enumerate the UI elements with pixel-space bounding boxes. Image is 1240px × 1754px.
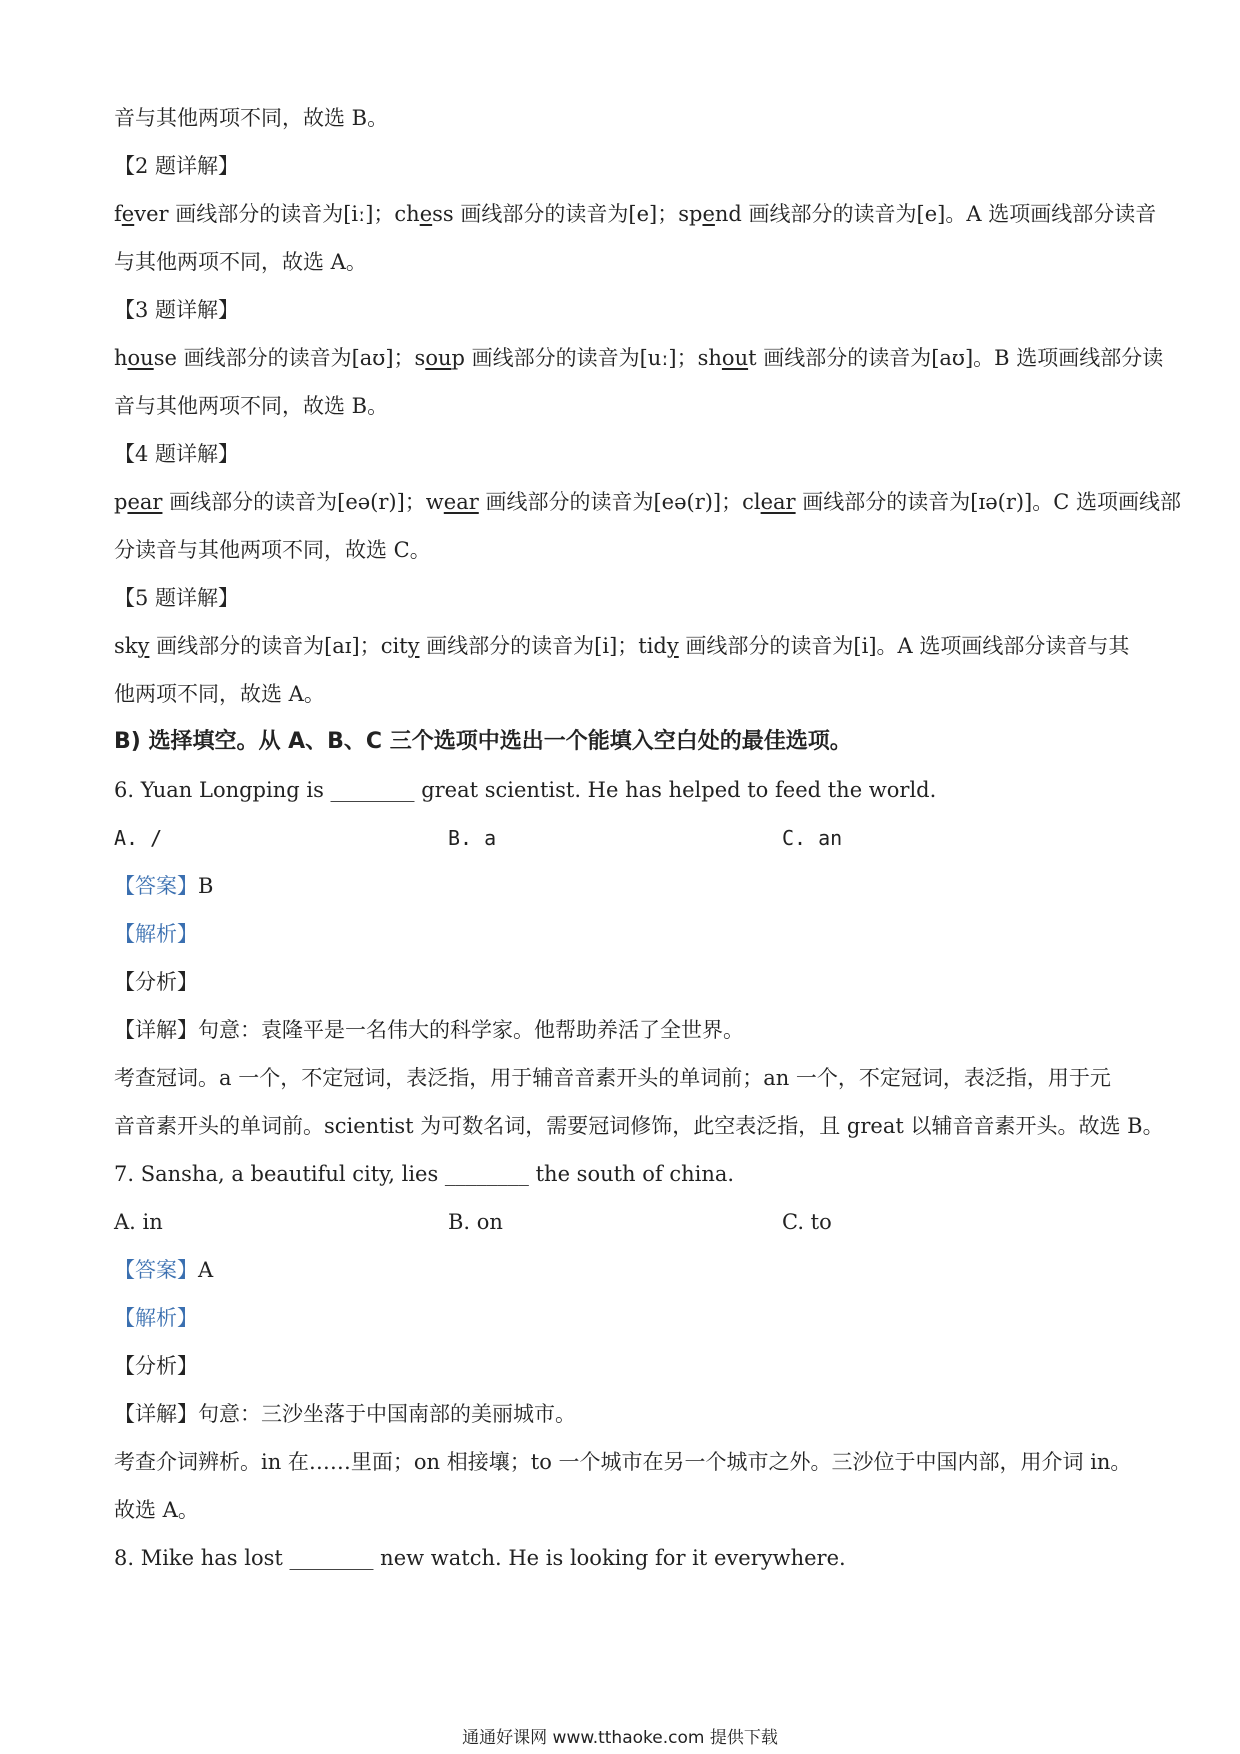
text-line: pear 画线部分的读音为[eə(r)]；wear 画线部分的读音为[eə(r)]；clear 画线部分的读音为[ɪə(r)]。C 选项画线部: [114, 490, 1181, 514]
answer-label: 【答案】: [114, 1258, 198, 1282]
answer-line: [114, 871, 1130, 901]
page-footer: 通通好课网 www.tthaoke.com 提供下载: [462, 1728, 778, 1748]
option-c: C. to: [782, 1210, 832, 1234]
text-line: sky 画线部分的读音为[aɪ]；city 画线部分的读音为[i]；tidy 画线部分的读音为[i]。A 选项画线部分读音与其: [114, 634, 1130, 658]
option-a: A. in: [114, 1210, 163, 1234]
text-line: 他两项不同，故选 A。: [114, 682, 325, 706]
text-line: fever 画线部分的读音为[iː]；chess 画线部分的读音为[e]；spend 画线部分的读音为[e]。A 选项画线部分读音: [114, 202, 1157, 226]
text-line: 考查介词辨析。in 在……里面；on 相接壤；to 一个城市在另一个城市之外。三沙位于中国内部，用介词 in。: [114, 1450, 1132, 1474]
text-line: 音与其他两项不同，故选 B。: [114, 106, 389, 130]
option-b: B. a: [448, 826, 497, 850]
answer-value: B: [198, 874, 214, 898]
text-line: 音音素开头的单词前。scientist 为可数名词，需要冠词修饰，此空表泛指，且 great 以辅音音素开头。故选 B。: [114, 1114, 1164, 1138]
analysis-label: 【解析】: [114, 922, 198, 946]
option-b: B. on: [448, 1210, 503, 1234]
text-line: 故选 A。: [114, 1498, 199, 1522]
section-title: B) 选择填空。从 A、B、C 三个选项中选出一个能填入空白处的最佳选项。: [114, 729, 852, 754]
text-line: house 画线部分的读音为[aʊ]；soup 画线部分的读音为[uː]；shout 画线部分的读音为[aʊ]。B 选项画线部分读: [114, 346, 1164, 370]
answer-value: A: [198, 1258, 214, 1282]
question-6: 6. Yuan Longping is ________ great scientist. He has helped to feed the world.: [114, 778, 937, 802]
section-heading: 【4 题详解】: [114, 442, 240, 466]
text-line: 音与其他两项不同，故选 B。: [114, 394, 389, 418]
section-heading: 【5 题详解】: [114, 586, 240, 610]
fenxi-label: 【分析】: [114, 1354, 198, 1378]
answer-line: [114, 1255, 1130, 1285]
fenxi-label: 【分析】: [114, 970, 198, 994]
section-heading: 【3 题详解】: [114, 298, 240, 322]
detail-line: 【详解】句意：三沙坐落于中国南部的美丽城市。: [114, 1402, 576, 1426]
detail-line: 【详解】句意：袁隆平是一名伟大的科学家。他帮助养活了全世界。: [114, 1018, 744, 1042]
text-line: 考查冠词。a 一个，不定冠词，表泛指，用于辅音音素开头的单词前；an 一个，不定冠词，表泛指，用于元: [114, 1066, 1111, 1090]
text-line: 与其他两项不同，故选 A。: [114, 250, 367, 274]
option-c: C. an: [782, 826, 843, 850]
question-8: 8. Mike has lost ________ new watch. He is looking for it everywhere.: [114, 1546, 846, 1570]
answer-label: 【答案】: [114, 874, 198, 898]
question-7: 7. Sansha, a beautiful city, lies ________ the south of china.: [114, 1162, 735, 1186]
section-heading: 【2 题详解】: [114, 154, 240, 178]
option-a: A. /: [114, 826, 163, 850]
analysis-label: 【解析】: [114, 1306, 198, 1330]
text-line: 分读音与其他两项不同，故选 C。: [114, 538, 431, 562]
